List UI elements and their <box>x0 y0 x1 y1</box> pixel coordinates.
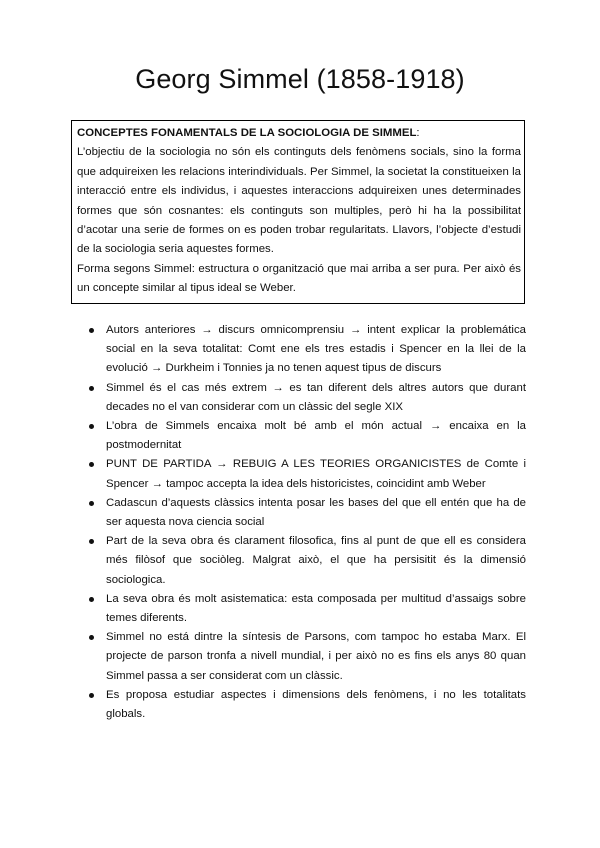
concepts-heading: CONCEPTES FONAMENTALS DE LA SOCIOLOGIA DE SIMMEL <box>77 127 417 139</box>
bullet-dot-icon <box>89 328 94 333</box>
bullet-text: Cadascun d’aquests clàssics intenta posar les bases del que ell entén que ha de ser aquesta nova ciencia social <box>106 496 526 529</box>
bullet-list <box>106 321 526 724</box>
bullet-dot-icon <box>89 693 94 698</box>
bullet-dot-icon <box>89 539 94 544</box>
bullet-dot-icon <box>89 635 94 640</box>
bullet-text: L’obra de Simmels encaixa molt bé amb el món actual → encaixa en la postmodernitat <box>106 420 526 452</box>
bullet-item <box>106 455 526 493</box>
concepts-heading-colon: : <box>416 127 420 139</box>
bullet-text: Es proposa estudiar aspectes i dimensions dels fenòmens, i no les totalitats globals. <box>106 688 526 721</box>
bullet-item <box>106 494 526 532</box>
bullet-item <box>106 628 526 686</box>
bullet-text: Autors anteriores → discurs omnicomprensiu → intent explicar la problemática social en la seva totalitat: Comt ene els tres estadis i Spencer en la llei de la evolució → Durkheim i Tonnies ja no tenen aquest tipus de discurs <box>106 324 526 375</box>
bullet-text: PUNT DE PARTIDA → REBUIG A LES TEORIES ORGANICISTES de Comte i Spencer → tampoc accepta la idea dels historicistes, coincidint amb Weber <box>106 458 526 490</box>
bullet-dot-icon <box>89 386 94 391</box>
bullet-item <box>106 532 526 590</box>
bullet-dot-icon <box>89 501 94 506</box>
bullet-dot-icon <box>89 462 94 467</box>
bullet-text: Part de la seva obra és clarament filosofica, fins al punt de que ell es considera més filòsof que sociòleg. Malgrat això, el que ha persisitit és la dimensió sociologica. <box>106 535 526 586</box>
bullet-item <box>106 417 526 455</box>
bullet-text: Simmel és el cas més extrem → es tan diferent dels altres autors que durant decades no el van considerar com un clàssic del segle XIX <box>106 381 526 413</box>
bullet-item <box>106 686 526 724</box>
concepts-box <box>71 120 525 304</box>
bullet-dot-icon <box>89 597 94 602</box>
bullet-text: La seva obra és molt asistematica: esta composada per multitud d’assaigs sobre temes diferents. <box>106 592 526 625</box>
concepts-paragraph-1: L’objectiu de la sociologia no són els continguts dels fenòmens socials, sino la forma que adquireixen les relacions interindividuals. Per Simmel, la societat la constitueixen la interacció entre els individus, i aquestes interaccions adquireixen unes determinades formes que són cosnantes: els continguts son multiples, però hi ha la possibilitat d’acotar una serie de formes on es poden trobar regularitats. Llavors, l’objecte d’estudi de la sociologia seria aquestes formes. <box>77 146 521 256</box>
bullet-text: Simmel no está dintre la síntesis de Parsons, com tampoc ho estaba Marx. El projecte de parson tronfa a nivell mundial, i per això no es fins els anys 80 quan Simmel passa a ser considerat com un clàssic. <box>106 631 526 682</box>
page-title: Georg Simmel (1858-1918) <box>135 64 465 94</box>
bullet-item <box>106 590 526 628</box>
bullet-dot-icon <box>89 424 94 429</box>
bullet-item <box>106 321 526 379</box>
bullet-item <box>106 379 526 417</box>
concepts-paragraph-2: Forma segons Simmel: estructura o organització que mai arriba a ser pura. Per això és un concepte similar al tipus ideal se Weber. <box>77 262 521 295</box>
concepts-heading-line <box>77 124 521 143</box>
